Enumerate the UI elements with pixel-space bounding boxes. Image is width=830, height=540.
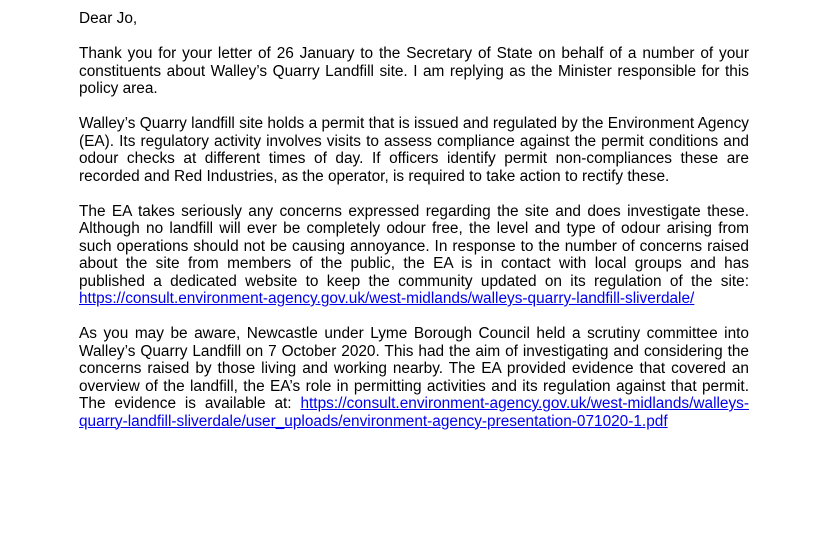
paragraph-permit-regulation: Walley’s Quarry landfill site holds a permit that is issued and regulated by the Environment Agency (EA). Its regulatory activity involves visits to assess compliance against the permit conditions and odour checks at different times of day. If officers identify permit non-compliances these are recorded and Red Industries, as the operator, is required to take action to rectify these. — [79, 115, 749, 185]
paragraph-scrutiny-committee-text: As you may be aware, Newcastle under Lyme Borough Council held a scrutiny committee into Walley’s Quarry Landfill on 7 October 2020. This had the aim of investigating and considering the concerns raised by those living and working nearby. The EA provided evidence that covered an overview of the landfill, the EA’s role in permitting activities and its regulation against that permit. The evidence is available at: — [79, 325, 749, 412]
paragraph-scrutiny-committee — [79, 325, 749, 430]
ea-website-link[interactable]: https://consult.environment-agency.gov.uk/west-midlands/walleys-quarry-landfill-sliverdale/ — [79, 290, 695, 307]
paragraph-reply-intro: Thank you for your letter of 26 January to the Secretary of State on behalf of a number of your constituents about Walley’s Quarry Landfill site. I am replying as the Minister responsible for this policy area. — [79, 45, 749, 97]
ea-evidence-link[interactable]: https://consult.environment-agency.gov.uk/west-midlands/walleys-quarry-landfill-sliverdale/user_uploads/environment-agency-presentation-071020-1.pdf — [79, 395, 749, 430]
letter-body — [79, 10, 749, 448]
paragraph-ea-concerns-text: The EA takes seriously any concerns expressed regarding the site and does investigate these. Although no landfill will ever be completely odour free, the level and type of odour arising from such operations should not be causing annoyance. In response to the number of concerns raised about the site from members of the public, the EA is in contact with local groups and has published a dedicated website to keep the community updated on its regulation of the site: — [79, 202, 749, 290]
salutation: Dear Jo, — [79, 10, 138, 27]
paragraph-ea-concerns — [79, 203, 749, 308]
